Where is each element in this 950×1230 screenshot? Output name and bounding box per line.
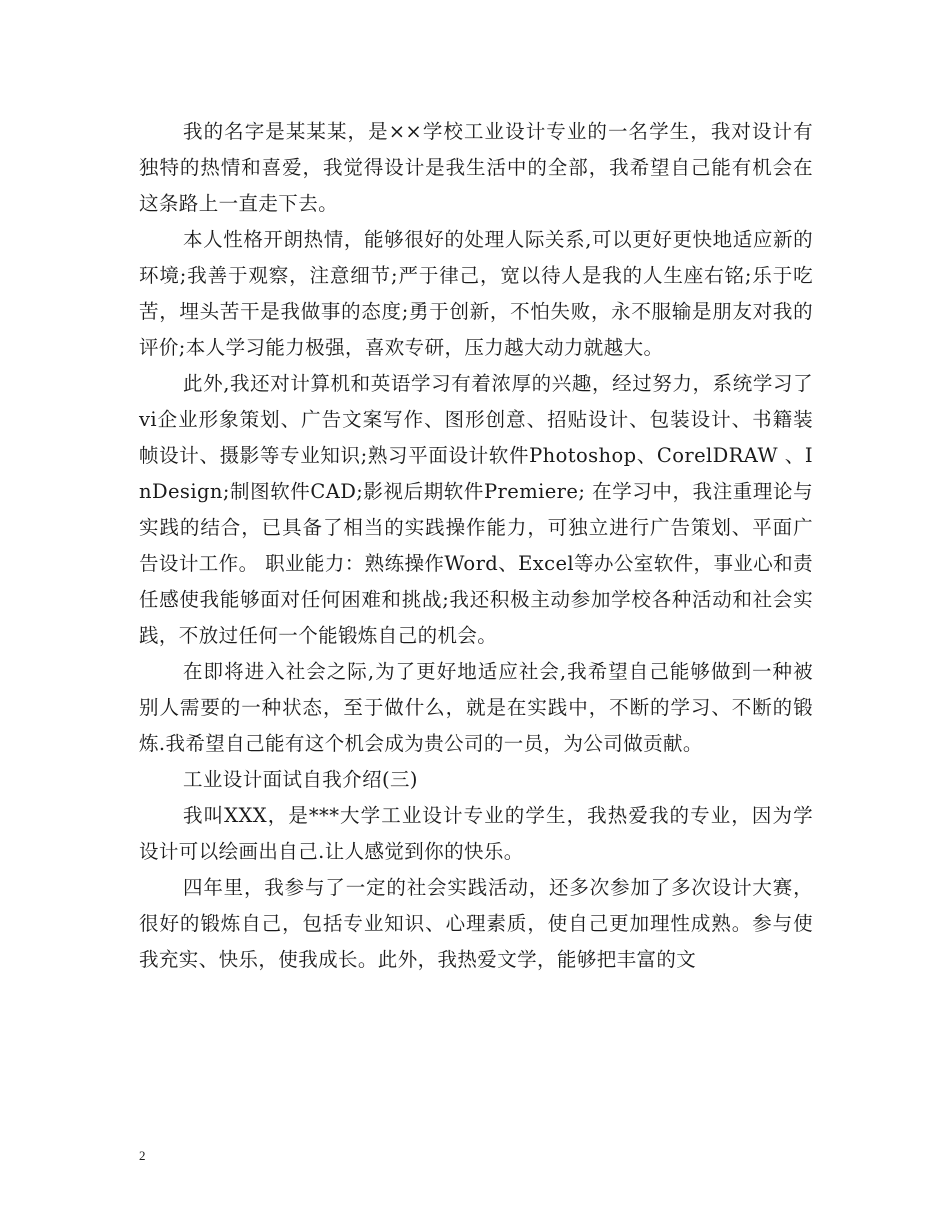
paragraph-section-intro: 我叫XXX，是***大学工业设计专业的学生，我热爱我的专业，因为学设计可以绘画出自己.让人感觉到你的快乐。	[139, 804, 813, 863]
paragraph-personality: 本人性格开朗热情，能够很好的处理人际关系,可以更好更快地适应新的环境;我善于观察，注意细节;严于律己，宽以待人是我的人生座右铭;乐于吃苦，埋头苦干是我做事的态度;勇于创新，不怕失败，永不服输是朋友对我的评价;本人学习能力极强，喜欢专研，压力越大动力就越大。	[139, 228, 813, 359]
paragraph-intro: 我的名字是某某某，是××学校工业设计专业的一名学生，我对设计有独特的热情和喜爱，我觉得设计是我生活中的全部，我希望自己能有机会在这条路上一直走下去。	[139, 120, 813, 215]
document-body	[139, 114, 813, 978]
paragraph-goals: 在即将进入社会之际,为了更好地适应社会,我希望自己能够做到一种被别人需要的一种状态，至于做什么，就是在实践中，不断的学习、不断的锻炼.我希望自己能有这个机会成为贵公司的一员，为公司做贡献。	[139, 660, 813, 755]
section-heading: 工业设计面试自我介绍(三)	[183, 768, 418, 791]
paragraph-section-experience: 四年里，我参与了一定的社会实践活动，还多次参加了多次设计大赛，很好的锻炼自己，包括专业知识、心理素质，使自己更加理性成熟。参与使我充实、快乐，使我成长。此外，我热爱文学，能够把丰富的文	[139, 876, 813, 971]
paragraph-skills: 此外,我还对计算机和英语学习有着浓厚的兴趣，经过努力，系统学习了vi企业形象策划、广告文案写作、图形创意、招贴设计、包装设计、书籍装帧设计、摄影等专业知识;熟习平面设计软件Photoshop、CorelDRAW 、InDesign;制图软件CAD;影视后期软件Premiere; 在学习中，我注重理论与实践的结合，已具备了相当的实践操作能力，可独立进行广告策划、平面广告设计工作。 职业能力：熟练操作Word、Excel等办公室软件，事业心和责任感使我能够面对任何困难和挑战;我还积极主动参加学校各种活动和社会实践，不放过任何一个能锻炼自己的机会。	[139, 372, 813, 647]
page-number: 2	[139, 1148, 146, 1163]
